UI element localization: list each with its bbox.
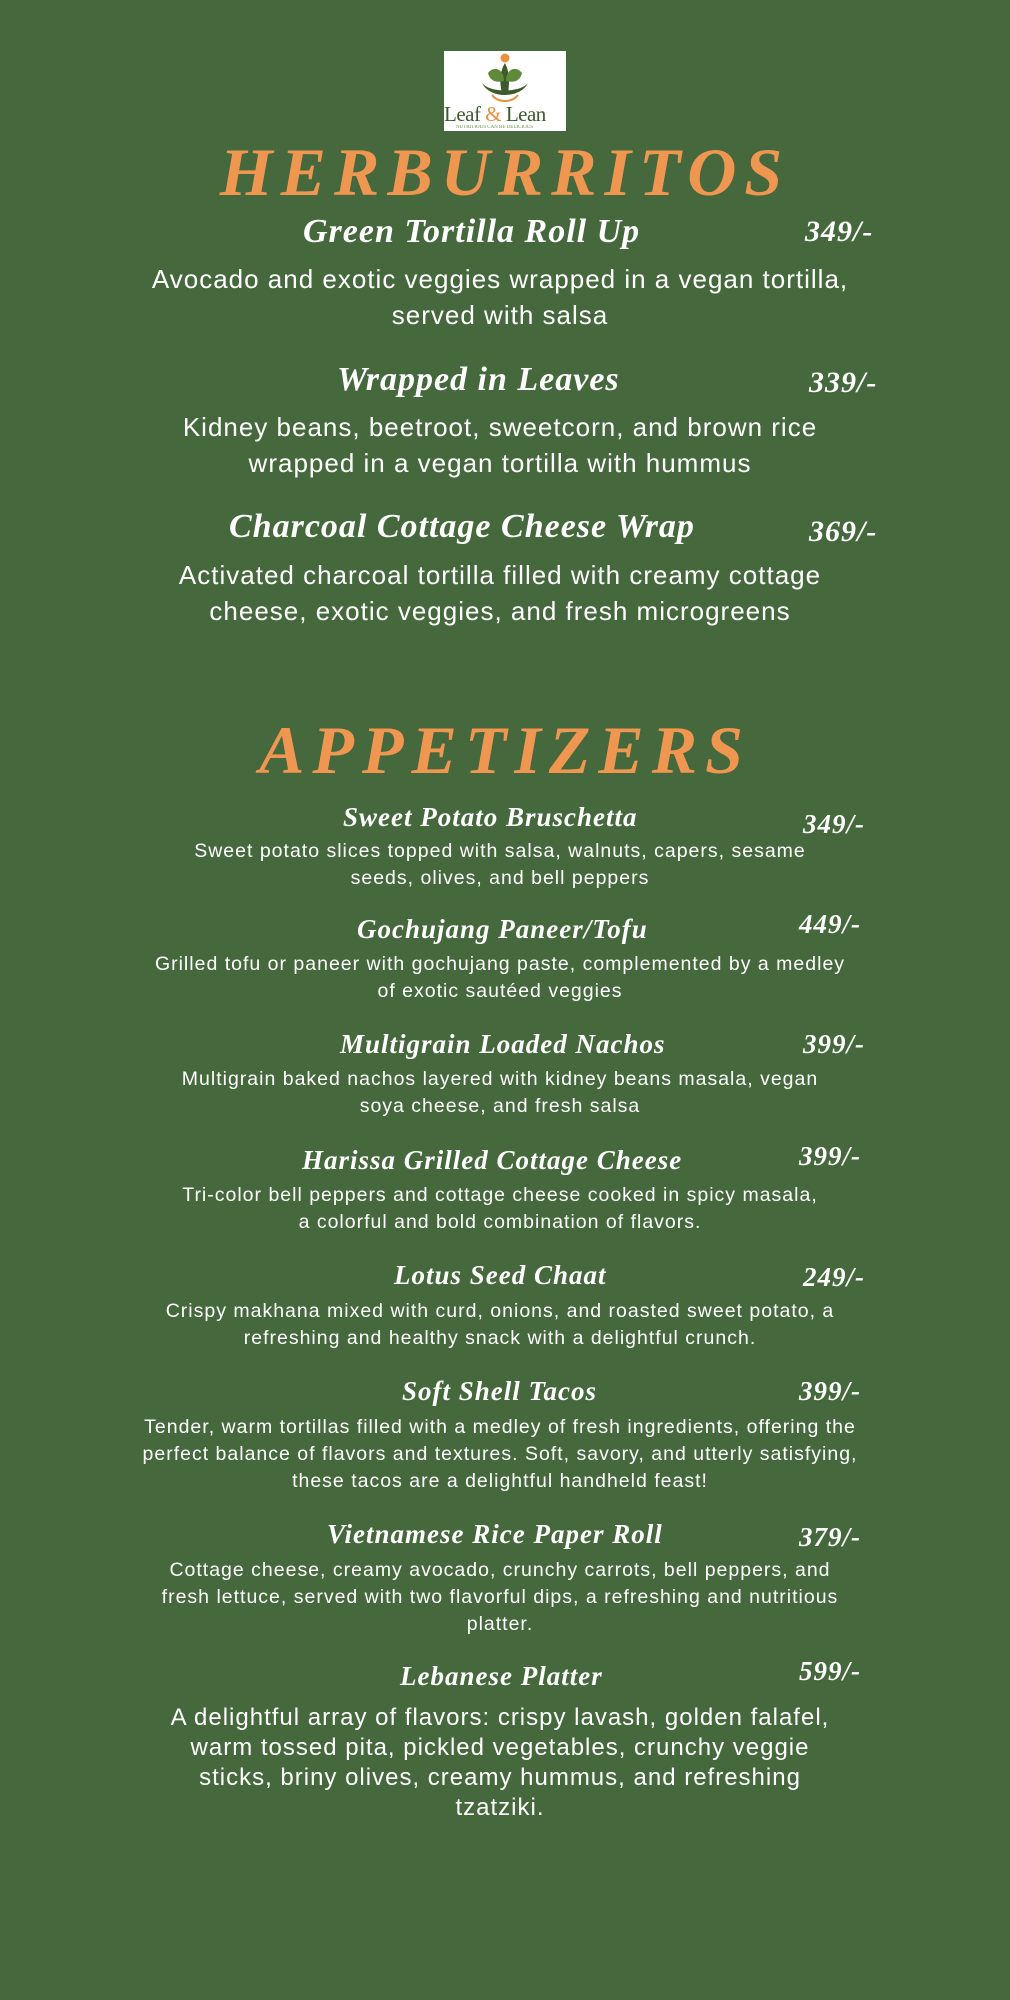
menu-item-description: Multigrain baked nachos layered with kidney beans masala, vegan soya cheese, and fresh salsa [181,1068,819,1117]
menu-item-name: Harissa Grilled Cottage Cheese [302,1145,683,1175]
logo-wordmark [444,103,566,125]
menu-item-name: Charcoal Cottage Cheese Wrap [229,508,695,545]
menu-item-price: 449/- [799,909,861,939]
menu-item-name: Lebanese Platter [400,1661,603,1691]
menu-item-name: Gochujang Paneer/Tofu [357,914,648,944]
logo-name-leaf: Leaf [444,102,481,126]
menu-item-price: 399/- [799,1376,861,1406]
menu-item-price: 249/- [803,1262,865,1292]
menu-item-price: 339/- [809,366,878,399]
menu-item-description: Tender, warm tortillas filled with a medley of fresh ingredients, offering the perfect balance of flavors and textures. Soft, savory, and utterly satisfying, these tacos are a delightful handheld feast! [142,1416,858,1492]
menu-item-description: Activated charcoal tortilla filled with creamy cottage cheese, exotic veggies, and fresh microgreens [178,560,822,626]
menu-item-price: 399/- [803,1029,865,1059]
menu-item-name: Lotus Seed Chaat [394,1260,607,1290]
menu-item-price: 349/- [805,215,874,248]
logo [444,51,566,131]
logo-name-lean: Lean [505,102,546,126]
menu-item-price: 599/- [799,1656,861,1686]
menu-item-description: A delightful array of flavors: crispy lavash, golden falafel, warm tossed pita, pickled vegetables, crunchy veggie sticks, briny olives, creamy hummus, and refreshing tzatziki. [170,1704,830,1821]
leaf-person-icon [444,51,566,107]
herburritos-title: HERBURRITOS [219,134,791,210]
menu-item-price: 399/- [799,1141,861,1171]
menu-item-name: Green Tortilla Roll Up [303,213,641,250]
menu-item-name: Soft Shell Tacos [402,1376,598,1406]
menu-item-price: 369/- [809,515,878,548]
menu-item-description: Avocado and exotic veggies wrapped in a vegan tortilla, served with salsa [151,264,849,330]
menu-item-description: Crispy makhana mixed with curd, onions, and roasted sweet potato, a refreshing and healthy snack with a delightful crunch. [165,1300,835,1349]
menu-item-price: 379/- [799,1522,861,1552]
menu-item-name: Multigrain Loaded Nachos [340,1029,666,1059]
menu-item-name: Vietnamese Rice Paper Roll [327,1519,663,1549]
menu-item-name: Sweet Potato Bruschetta [343,802,638,832]
menu-item-name: Wrapped in Leaves [337,361,620,398]
logo-ampersand: & [485,102,502,126]
logo-tagline: NUTRITIOUS CAN BE DELICIOUS [456,125,534,130]
menu-item-price: 349/- [803,809,865,839]
menu-item-description: Cottage cheese, creamy avocado, crunchy carrots, bell peppers, and fresh lettuce, served with two flavorful dips, a refreshing and nutritious platter. [161,1559,839,1635]
menu-item-description: Sweet potato slices topped with salsa, walnuts, capers, sesame seeds, olives, and bell peppers [194,840,806,889]
menu-item-description: Kidney beans, beetroot, sweetcorn, and brown rice wrapped in a vegan tortilla with hummus [182,412,818,478]
menu-item-description: Tri-color bell peppers and cottage cheese cooked in spicy masala, a colorful and bold combination of flavors. [182,1184,818,1233]
menu-item-description: Grilled tofu or paneer with gochujang paste, complemented by a medley of exotic sautéed veggies [154,953,846,1002]
appetizers-title: APPETIZERS [259,712,751,788]
